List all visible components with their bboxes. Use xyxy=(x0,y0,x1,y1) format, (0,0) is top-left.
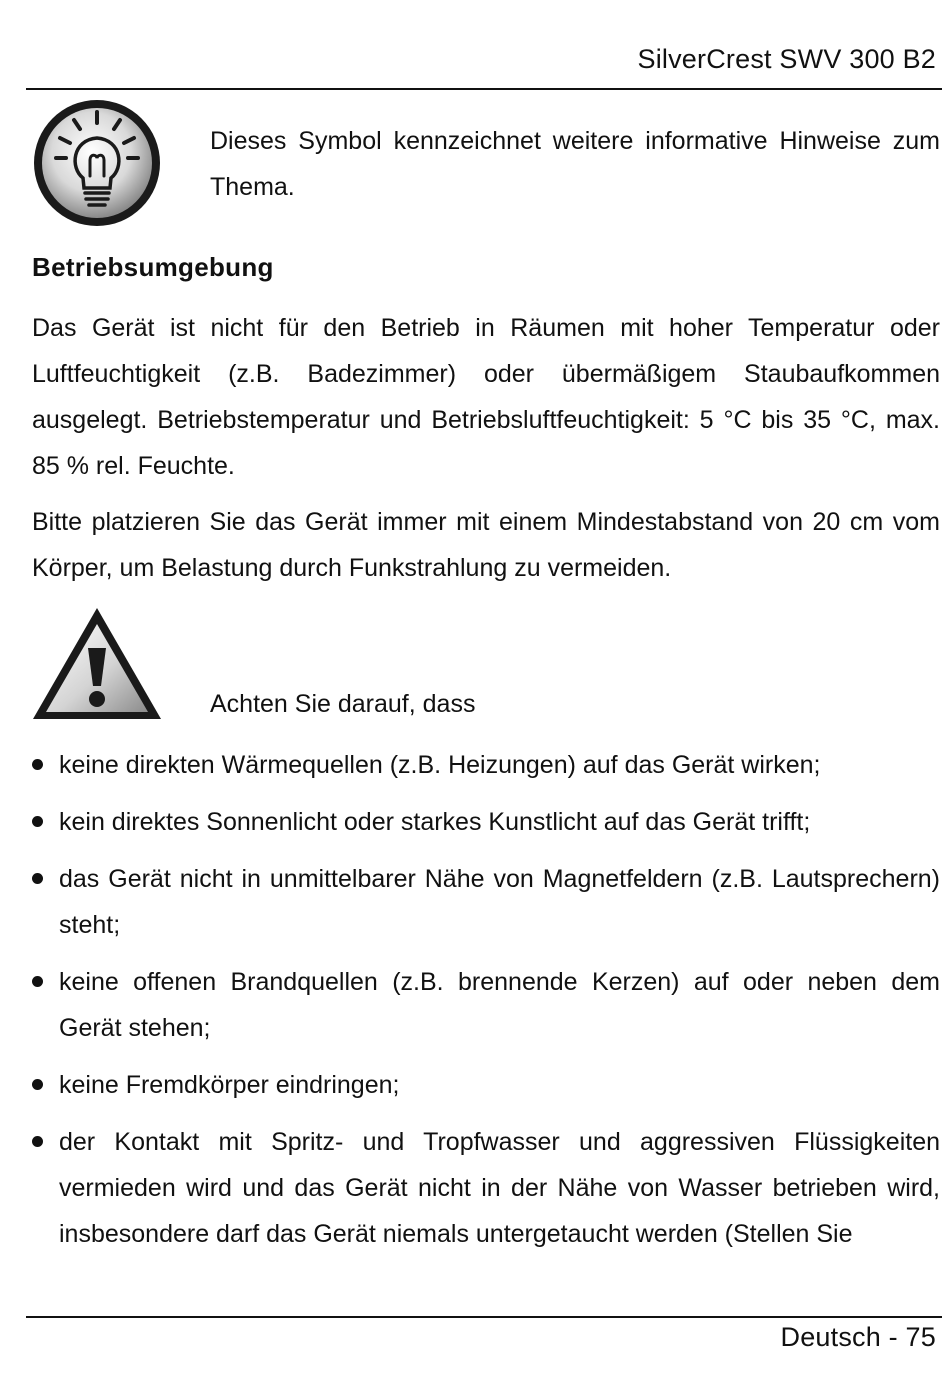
list-item-text: der Kontakt mit Spritz- und Tropfwasser und aggressiven Flüssigkeiten vermieden wird und das Gerät nicht in der Nähe von Wasser betrieben wird, insbesondere darf das Gerät niemals untergetaucht werden (Stellen Sie xyxy=(59,1128,940,1248)
note-text: Dieses Symbol kennzeichnet weitere informative Hinweise zum Thema. xyxy=(210,127,940,201)
paragraph-distance-notice: Bitte platzieren Sie das Gerät immer mit einem Mindestabstand von 20 cm vom Körper, um Belastung durch Funkstrahlung zu vermeiden. xyxy=(32,508,940,582)
header-divider xyxy=(26,88,942,90)
page-footer: Deutsch - 75 xyxy=(780,1322,936,1352)
list-item-text: kein direktes Sonnenlicht oder starkes Kunstlicht auf das Gerät trifft; xyxy=(59,808,811,836)
document-header-title: SilverCrest SWV 300 B2 xyxy=(637,44,936,74)
footer-divider xyxy=(26,1316,942,1318)
list-item xyxy=(32,799,940,845)
list-item-text: das Gerät nicht in unmittelbarer Nähe von Magnetfeldern (z.B. Lautsprechern) steht; xyxy=(59,865,940,939)
bullet-icon xyxy=(32,1079,43,1090)
list-item xyxy=(32,1062,940,1108)
bullet-icon xyxy=(32,759,43,770)
lightbulb-icon xyxy=(30,96,164,230)
bullet-icon xyxy=(32,816,43,827)
list-item xyxy=(32,1119,940,1257)
bullet-icon xyxy=(32,873,43,884)
list-item xyxy=(32,856,940,948)
warning-triangle-icon xyxy=(30,604,164,724)
warning-list xyxy=(32,742,940,1268)
list-item-text: keine offenen Brandquellen (z.B. brennende Kerzen) auf oder neben dem Gerät stehen; xyxy=(59,968,940,1042)
list-item xyxy=(32,959,940,1051)
warning-intro: Achten Sie darauf, dass xyxy=(210,690,476,718)
list-item-text: keine direkten Wärmequellen (z.B. Heizungen) auf das Gerät wirken; xyxy=(59,751,821,779)
bullet-icon xyxy=(32,976,43,987)
section-heading: Betriebsumgebung xyxy=(32,252,274,282)
list-item-text: keine Fremdkörper eindringen; xyxy=(59,1071,400,1099)
bullet-icon xyxy=(32,1136,43,1147)
paragraph-operating-environment: Das Gerät ist nicht für den Betrieb in Räumen mit hoher Temperatur oder Luftfeuchtigkeit (z.B. Badezimmer) oder übermäßigem Staubaufkommen ausgelegt. Betriebstemperatur und Betriebsluftfeuchtigkeit: 5 °C bis 35 °C, max. 85 % rel. Feuchte. xyxy=(32,314,940,480)
list-item xyxy=(32,742,940,788)
